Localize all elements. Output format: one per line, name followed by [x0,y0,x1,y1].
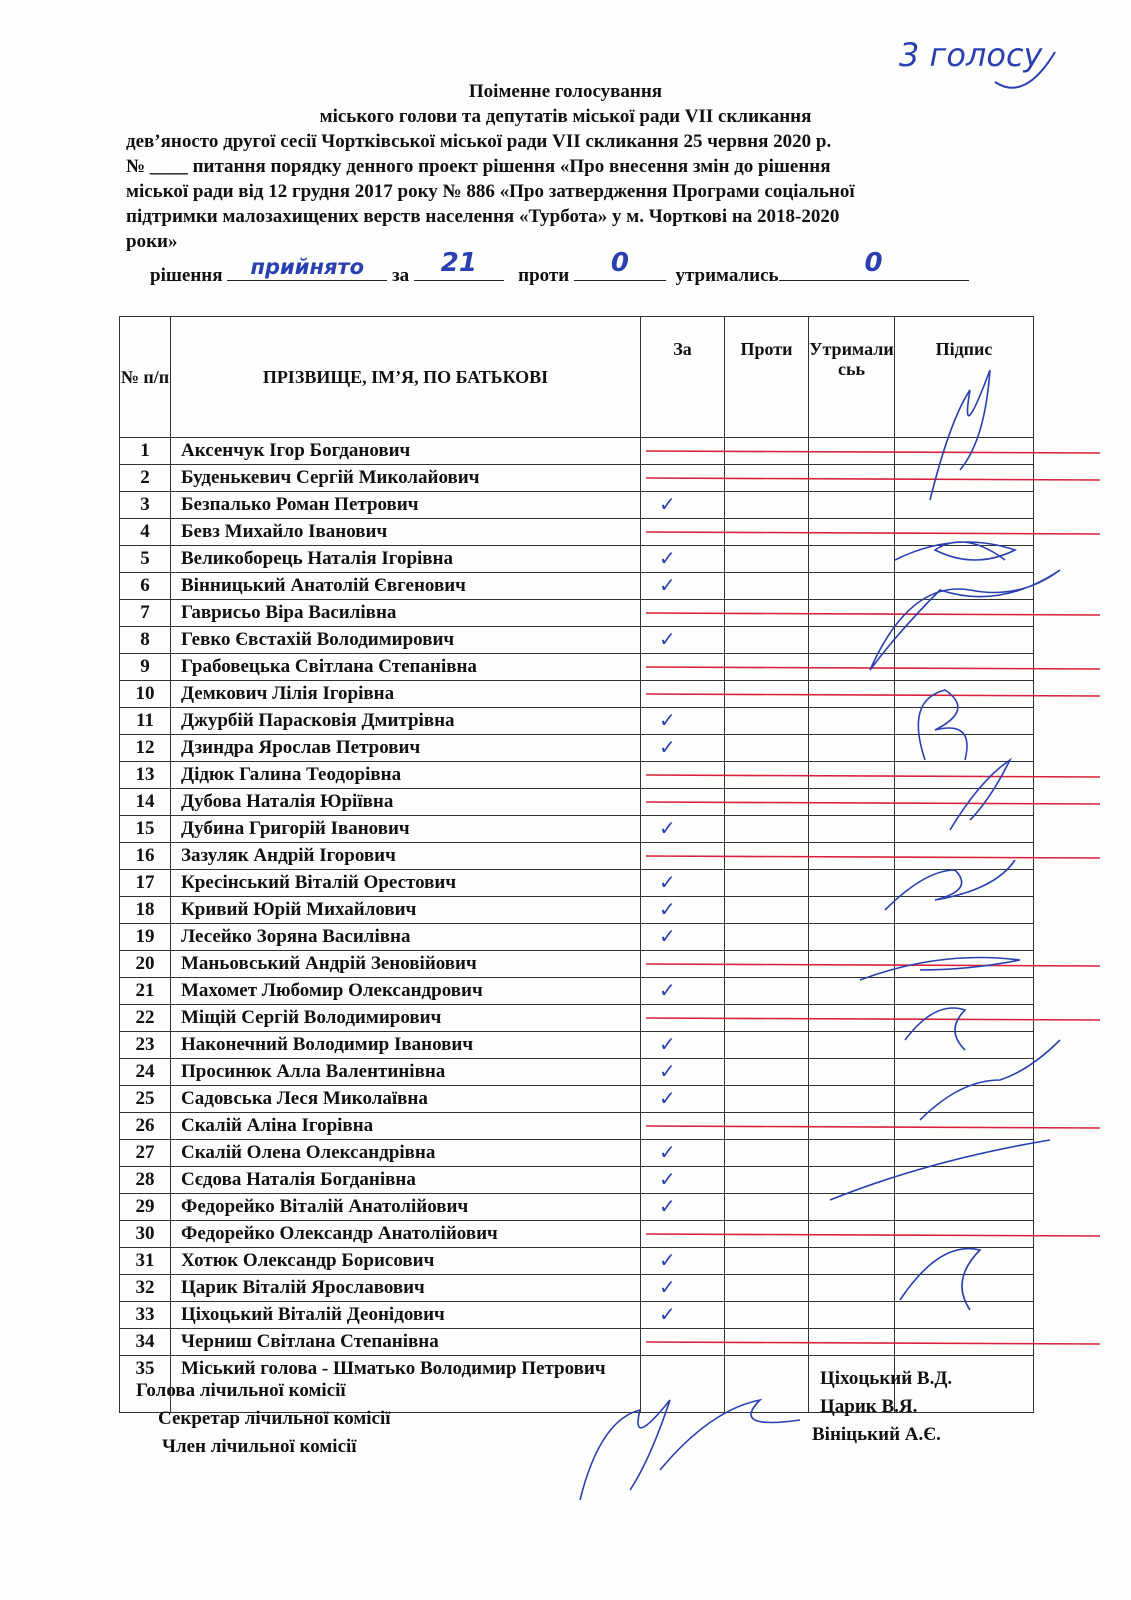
vote-against-cell [725,1167,809,1194]
row-number: 23 [120,1032,171,1059]
signature-cell [895,519,1034,546]
table-row [120,465,1034,492]
vote-for-cell [641,573,725,600]
vote-against-cell [725,1221,809,1248]
check-mark-icon: ✓ [659,708,676,732]
check-mark-icon: ✓ [659,546,676,570]
member-name: Кривий Юрій Михайлович [171,897,641,924]
row-number: 2 [120,465,171,492]
against-count: 0 [610,248,629,278]
member-name: Лесейко Зоряна Василівна [171,924,641,951]
document-title: Поіменне голосування [468,81,663,102]
table-row [120,762,1034,789]
vote-against-cell [725,897,809,924]
check-mark-icon: ✓ [659,573,676,597]
row-number: 29 [120,1194,171,1221]
vote-for-cell [641,1113,725,1140]
member-name: Садовська Леся Миколаївна [171,1086,641,1113]
row-number: 22 [120,1005,171,1032]
secretary-name: Царик В.Я. [820,1396,918,1417]
member-name: Грабовецька Світлана Степанівна [171,654,641,681]
signature-cell [895,978,1034,1005]
vote-for-cell [641,1221,725,1248]
col-abstain: Утрималисьь [809,317,895,438]
vote-for-cell [641,438,725,465]
table-row [120,1113,1034,1140]
table-row [120,816,1034,843]
vote-against-cell [725,1194,809,1221]
vote-against-cell [725,1248,809,1275]
member-name: Аксенчук Ігор Богданович [171,438,641,465]
vote-against-cell [725,465,809,492]
check-mark-icon: ✓ [659,492,676,516]
signature-cell [895,1113,1034,1140]
vote-abstain-cell [809,735,895,762]
signature-cell [895,1086,1034,1113]
chair-name: Ціхоцький В.Д. [820,1368,953,1389]
signature-cell [895,1140,1034,1167]
decision-field [227,255,387,281]
vote-abstain-cell [809,519,895,546]
row-number: 18 [120,897,171,924]
vote-abstain-cell [809,573,895,600]
member-name: Скалій Олена Олександрівна [171,1140,641,1167]
vote-against-cell [725,951,809,978]
row-number: 19 [120,924,171,951]
member-name: Ціхоцький Віталій Деонідович [171,1302,641,1329]
vote-abstain-cell [809,1059,895,1086]
check-mark-icon: ✓ [659,816,676,840]
header-line-2: міського голови та депутатів міської ради VII скликання [319,106,812,127]
vote-against-cell [725,762,809,789]
vote-for-cell [641,1167,725,1194]
check-mark-icon: ✓ [659,870,676,894]
signature-cell [895,762,1034,789]
table-row [120,897,1034,924]
row-number: 30 [120,1221,171,1248]
row-number: 8 [120,627,171,654]
signature-cell [895,1302,1034,1329]
for-count-field [414,248,504,281]
vote-abstain-cell [809,654,895,681]
header-line-6: підтримки малозахищених верств населення «Турбота» у м. Чорткові на 2018-2020 [126,206,840,227]
signature-cell [895,870,1034,897]
vote-against-cell [725,492,809,519]
table-row [120,492,1034,519]
member-name: Дзиндра Ярослав Петрович [171,735,641,762]
row-number: 6 [120,573,171,600]
vote-for-cell [641,870,725,897]
table-row [120,600,1034,627]
member-name: Міщій Сергій Володимирович [171,1005,641,1032]
signature-cell [895,546,1034,573]
vote-against-cell [725,1302,809,1329]
vote-abstain-cell [809,492,895,519]
signature-cell [895,843,1034,870]
vote-for-cell [641,708,725,735]
abstain-count-field [779,248,969,281]
vote-abstain-cell [809,843,895,870]
member-name: Царик Віталій Ярославович [171,1275,641,1302]
signature-cell [895,627,1034,654]
row-number: 16 [120,843,171,870]
row-number: 10 [120,681,171,708]
member-name: Демкович Лілія Ігорівна [171,681,641,708]
check-mark-icon: ✓ [659,1032,676,1056]
row-number: 3 [120,492,171,519]
vote-abstain-cell [809,465,895,492]
vote-for-cell [641,978,725,1005]
vote-abstain-cell [809,546,895,573]
member-name: Скалій Аліна Ігорівна [171,1113,641,1140]
row-number: 5 [120,546,171,573]
table-row [120,1221,1034,1248]
decision-label: рішення [150,265,223,286]
col-signature: Підпис [895,317,1034,438]
against-label: проти [518,265,570,286]
row-number: 21 [120,978,171,1005]
member-name: Дубова Наталія Юріївна [171,789,641,816]
vote-abstain-cell [809,978,895,1005]
vote-abstain-cell [809,762,895,789]
header-line-4: № ____ питання порядку денного проект рішення «Про внесення змін до рішення [126,156,831,177]
vote-against-cell [725,681,809,708]
check-mark-icon: ✓ [659,735,676,759]
member-name: Сєдова Наталія Богданівна [171,1167,641,1194]
table-row [120,1275,1034,1302]
member-name: Безпалько Роман Петрович [171,492,641,519]
vote-for-cell [641,627,725,654]
vote-for-cell [641,1275,725,1302]
abstain-count: 0 [864,248,883,278]
row-number: 20 [120,951,171,978]
table-row [120,951,1034,978]
vote-abstain-cell [809,1140,895,1167]
vote-against-cell [725,735,809,762]
row-number: 35 [120,1356,171,1413]
table-row [120,627,1034,654]
table-row [120,438,1034,465]
vote-abstain-cell [809,924,895,951]
voting-table [119,316,1034,1413]
vote-for-cell [641,735,725,762]
signature-cell [895,1248,1034,1275]
signature-cell [895,735,1034,762]
row-number: 31 [120,1248,171,1275]
member-name: Просинюк Алла Валентинівна [171,1059,641,1086]
table-row [120,1302,1034,1329]
member-name: Бевз Михайло Іванович [171,519,641,546]
table-row [120,573,1034,600]
header-line-5: міської ради від 12 грудня 2017 року № 886 «Про затвердження Програми соціальної [126,181,855,202]
table-row [120,1059,1034,1086]
vote-abstain-cell [809,1221,895,1248]
vote-abstain-cell [809,1005,895,1032]
table-row [120,708,1034,735]
check-mark-icon: ✓ [659,1167,676,1191]
header-line-3: дев’яносто другої сесії Чортківської міської ради VII скликання 25 червня 2020 р. [126,131,832,152]
member-name: Гевко Євстахій Володимирович [171,627,641,654]
vote-abstain-cell [809,816,895,843]
member-name: Махомет Любомир Олександрович [171,978,641,1005]
check-mark-icon: ✓ [659,1140,676,1164]
col-name: ПРІЗВИЩЕ, ІМ’Я, ПО БАТЬКОВІ [171,317,641,438]
vote-for-cell [641,1005,725,1032]
row-number: 15 [120,816,171,843]
row-number: 11 [120,708,171,735]
vote-for-cell [641,951,725,978]
vote-for-cell [641,843,725,870]
signature-cell [895,1194,1034,1221]
signature-cell [895,465,1034,492]
vote-for-cell [641,1329,725,1356]
table-row [120,735,1034,762]
vote-for-cell [641,1140,725,1167]
check-mark-icon: ✓ [659,1086,676,1110]
vote-abstain-cell [809,1329,895,1356]
signature-cell [895,789,1034,816]
vote-against-cell [725,816,809,843]
voting-rows [120,438,1034,1413]
table-row [120,1140,1034,1167]
table-row [120,924,1034,951]
vote-against-cell [725,1005,809,1032]
vote-for-cell [641,492,725,519]
table-row [120,978,1034,1005]
vote-against-cell [725,519,809,546]
row-number: 12 [120,735,171,762]
vote-abstain-cell [809,897,895,924]
table-row [120,1194,1034,1221]
check-mark-icon: ✓ [659,897,676,921]
vote-abstain-cell [809,870,895,897]
vote-abstain-cell [809,1113,895,1140]
against-count-field [574,248,666,281]
vote-against-cell [725,789,809,816]
vote-for-cell [641,1248,725,1275]
vote-against-cell [725,1086,809,1113]
vote-for-cell [641,1059,725,1086]
vote-against-cell [725,1140,809,1167]
check-mark-icon: ✓ [659,924,676,948]
member-name: Джурбій Парасковія Дмитрівна [171,708,641,735]
row-number: 17 [120,870,171,897]
row-number: 9 [120,654,171,681]
for-label: за [392,265,410,286]
vote-for-cell [641,816,725,843]
signature-cell [895,681,1034,708]
row-number: 34 [120,1329,171,1356]
row-number: 1 [120,438,171,465]
signature-cell [895,708,1034,735]
table-row [120,654,1034,681]
vote-abstain-cell [809,1167,895,1194]
row-number: 4 [120,519,171,546]
vote-against-cell [725,1329,809,1356]
member-name: Маньовський Андрій Зеновійович [171,951,641,978]
col-against: Проти [725,317,809,438]
table-row [120,1032,1034,1059]
vote-for-cell [641,1086,725,1113]
member-name: Міський голова - Шматько Володимир Петрович [171,1356,641,1413]
check-mark-icon: ✓ [659,1275,676,1299]
member-name: Великоборець Наталія Ігорівна [171,546,641,573]
vote-abstain-cell [809,600,895,627]
header-line-7: роки» [126,231,178,252]
member-name: Буденькевич Сергій Миколайович [171,465,641,492]
row-number: 28 [120,1167,171,1194]
vote-for-cell [641,1356,725,1413]
member-name: Федорейко Олександр Анатолійович [171,1221,641,1248]
vote-abstain-cell [809,1302,895,1329]
check-mark-icon: ✓ [659,1248,676,1272]
vote-against-cell [725,870,809,897]
check-mark-icon: ✓ [659,1302,676,1326]
member-name: Дідюк Галина Теодорівна [171,762,641,789]
signature-cell [895,924,1034,951]
table-row [120,519,1034,546]
row-number: 25 [120,1086,171,1113]
row-number: 24 [120,1059,171,1086]
vote-against-cell [725,627,809,654]
vote-for-cell [641,1194,725,1221]
signature-cell [895,1032,1034,1059]
check-mark-icon: ✓ [659,1059,676,1083]
vote-against-cell [725,573,809,600]
chair-label: Голова лічильної комісії [136,1380,346,1401]
signature-cell [895,1275,1034,1302]
vote-for-cell [641,924,725,951]
vote-abstain-cell [809,951,895,978]
vote-abstain-cell [809,1194,895,1221]
table-row [120,1086,1034,1113]
table-row [120,1005,1034,1032]
vote-for-cell [641,1032,725,1059]
vote-abstain-cell [809,1032,895,1059]
signature-cell [895,1005,1034,1032]
table-row [120,843,1034,870]
member-name: Федорейко Віталій Анатолійович [171,1194,641,1221]
member-name: Дубина Григорій Іванович [171,816,641,843]
row-number: 27 [120,1140,171,1167]
vote-against-cell [725,600,809,627]
row-number: 7 [120,600,171,627]
vote-for-cell [641,762,725,789]
row-number: 32 [120,1275,171,1302]
vote-abstain-cell [809,1086,895,1113]
signature-cell [895,1329,1034,1356]
vote-against-cell [725,1059,809,1086]
member-name: Вінницький Анатолій Євгенович [171,573,641,600]
table-row [120,1329,1034,1356]
vote-abstain-cell [809,1275,895,1302]
member-name: Хотюк Олександр Борисович [171,1248,641,1275]
vote-abstain-cell [809,627,895,654]
for-count: 21 [440,248,477,278]
vote-for-cell [641,681,725,708]
vote-abstain-cell [809,789,895,816]
vote-against-cell [725,1032,809,1059]
vote-against-cell [725,1356,809,1413]
table-row [120,789,1034,816]
row-number: 33 [120,1302,171,1329]
row-number: 14 [120,789,171,816]
signature-cell [895,492,1034,519]
signature-cell [895,1167,1034,1194]
vote-for-cell [641,519,725,546]
abstain-label: утримались [675,265,779,286]
vote-against-cell [725,654,809,681]
vote-against-cell [725,843,809,870]
signature-cell [895,951,1034,978]
signature-cell [895,816,1034,843]
vote-against-cell [725,978,809,1005]
col-number: № п/п [120,317,171,438]
signature-cell [895,438,1034,465]
member-name: Вініцький А.Є. [812,1424,941,1445]
vote-for-cell [641,546,725,573]
vote-for-cell [641,465,725,492]
col-for: За [641,317,725,438]
vote-against-cell [725,924,809,951]
vote-for-cell [641,1302,725,1329]
member-label: Член лічильної комісії [162,1436,357,1457]
vote-abstain-cell [809,681,895,708]
member-name: Зазуляк Андрій Ігорович [171,843,641,870]
vote-for-cell [641,897,725,924]
vote-for-cell [641,789,725,816]
member-name: Черниш Світлана Степанівна [171,1329,641,1356]
signature-cell [895,600,1034,627]
decision-line [150,248,969,287]
table-row [120,681,1034,708]
signature-cell [895,573,1034,600]
check-mark-icon: ✓ [659,627,676,651]
table-row [120,546,1034,573]
vote-against-cell [725,546,809,573]
vote-against-cell [725,438,809,465]
row-number: 13 [120,762,171,789]
vote-against-cell [725,1113,809,1140]
vote-against-cell [725,708,809,735]
vote-for-cell [641,600,725,627]
row-number: 26 [120,1113,171,1140]
check-mark-icon: ✓ [659,978,676,1002]
member-name: Наконечний Володимир Іванович [171,1032,641,1059]
signature-cell [895,654,1034,681]
signature-cell [895,1221,1034,1248]
member-name: Гаврисьо Віра Василівна [171,600,641,627]
vote-against-cell [725,1275,809,1302]
vote-abstain-cell [809,708,895,735]
table-row [120,1248,1034,1275]
table-row [120,870,1034,897]
vote-abstain-cell [809,438,895,465]
vote-for-cell [641,654,725,681]
table-row [120,1167,1034,1194]
signature-cell [895,1059,1034,1086]
signature-cell [895,897,1034,924]
member-name: Кресінський Віталій Орестович [171,870,641,897]
check-mark-icon: ✓ [659,1194,676,1218]
secretary-label: Секретар лічильної комісії [158,1408,391,1429]
note-text: 3 голосу [899,36,1043,74]
vote-abstain-cell [809,1248,895,1275]
decision-value: прийнято [250,255,365,279]
